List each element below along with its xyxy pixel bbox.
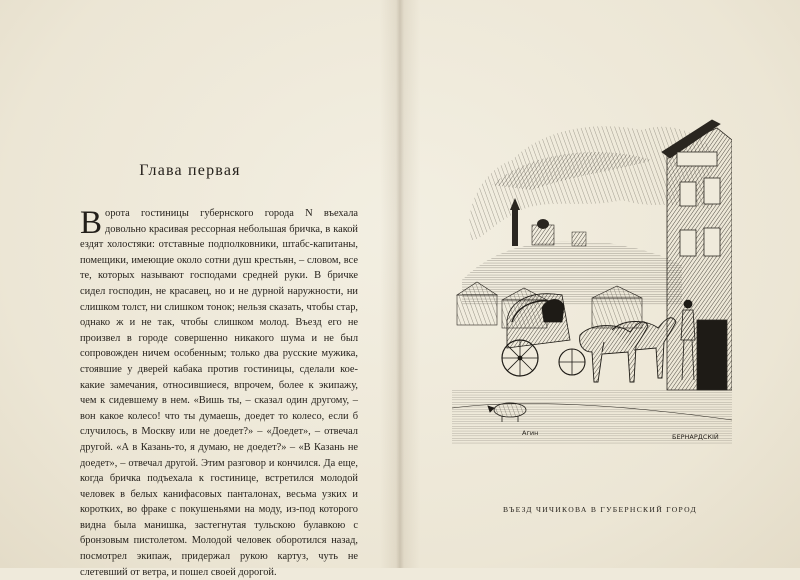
engraving-carriage-icon — [452, 90, 732, 445]
drop-cap: В — [80, 205, 103, 241]
left-page — [0, 0, 400, 578]
engraver-signature: БЕРНАРДСКІЙ — [672, 433, 719, 441]
chapter-title: Глава первая — [139, 162, 241, 179]
right-page — [400, 0, 800, 568]
chapter-paragraph — [80, 206, 358, 580]
paragraph-text: орота гостиницы губернского города N въехала довольно красивая рессорная небольшая бричка, в какой ездят холостяки: отставные подполковники, штабс-капитаны, помещики, имеющие около сотни душ крестьян, – словом, все те, которых называют господами средней руки. В бричке сидел господин, не красавец, но и не дурной наружности, ни слишком толст, ни слишком тонок; нельзя сказать, чтобы стар, однако ж и не так, чтобы слишком молод. Въезд его не произвел в городе совершенно никакого шума и не был сопровожден ничем особенным; только два русские мужика, стоявшие у дверей кабака против гостиницы, сделали кое-какие замечания, относившиеся, впрочем, более к экипажу, чем к сидевшему в нем. «Вишь ты, – сказал один другому, – вон какое колесо! что ты думаешь, доедет то колесо, если б случилось, в Москву или не доедет?» – «Доедет», – отвечал другой. «А в Казань-то, я думаю, не доедет?» – «В Казань не доедет», – отвечал другой. Этим разговор и кончился. Да еще, когда бричка подъехала к гостинице, встретился молодой человек в белых канифасовых панталонах, весьма узких и коротких, во фраке с покушеньями на моду, из-под которого видна была манишка, застегнутая тульскою булавкою с бронзовым пистолетом. Молодой человек оборотился назад, посмотрел экипаж, придержал рукою картуз, чуть не слетевший от ветра, и пошел своей дорогой. — [80, 208, 358, 578]
artist-signature-left: Агин — [522, 429, 539, 437]
illustration-caption: ВЪЕЗД ЧИЧИКОВА В ГУБЕРНСКИЙ ГОРОД — [503, 505, 697, 514]
